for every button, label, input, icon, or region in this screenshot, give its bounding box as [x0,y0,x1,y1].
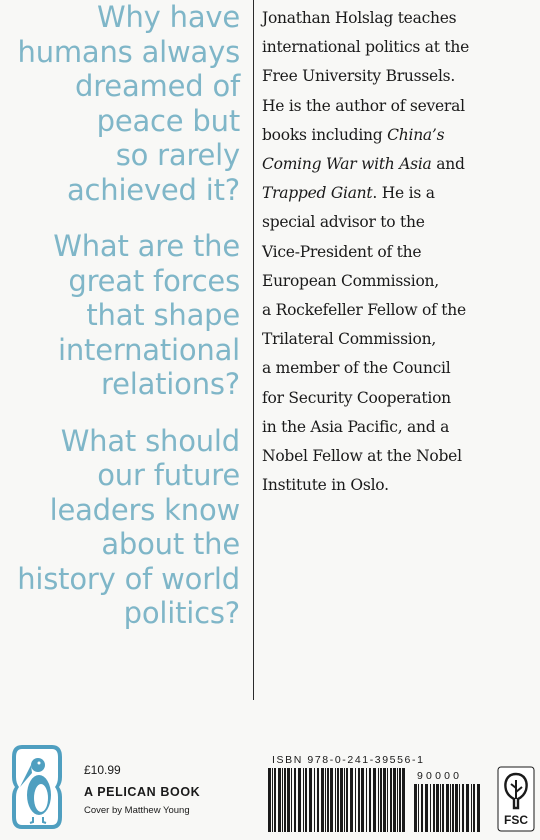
question-line: achieved it? [66,172,240,207]
bio-line [262,33,534,62]
cover-credit: Cover by Matthew Young [84,805,190,816]
bio-text: in the Asia Pacific, and a [262,417,450,436]
question-line: What should [60,423,240,458]
questions-column [0,0,240,631]
question-line: that shape [86,298,240,332]
price: £10.99 [84,763,121,777]
book-title: Trapped Giant [262,184,373,203]
question-line: great forces [68,263,240,298]
bio-text: . He is a [372,184,435,203]
question-line: peace but [96,103,240,138]
column-divider [253,0,254,700]
bio-text: for Security Cooperation [262,388,451,407]
bio-line [262,62,534,91]
pelican-logo-icon [10,743,64,831]
question-line: relations? [100,367,240,401]
question-line: leaders know [49,492,240,527]
book-title: Coming War with Asia [262,155,432,174]
bio-text: Trilateral Commission, [262,330,436,349]
bio-line [262,238,534,267]
bio-line [262,471,534,500]
question-line: politics? [123,596,240,630]
bio-text: special advisor to the [262,213,425,232]
addon-barcode-icon [414,784,482,832]
question-line: Why have [97,0,240,34]
bio-text: Vice-President of the [262,242,422,261]
barcode-icon [268,768,406,832]
bio-text: Free University Brussels. [262,67,456,86]
bio-text: a Rockefeller Fellow of the [262,301,466,320]
question-2 [0,229,240,402]
fsc-logo-icon [497,766,535,832]
bio-line [262,4,534,33]
question-line: our future [97,458,240,492]
bio-line [262,121,534,150]
bio-line [262,150,534,179]
bio-line [262,296,534,325]
question-line: international [58,332,240,367]
bio-line [262,354,534,383]
bio-text: He is the author of several [262,96,465,115]
bio-line [262,92,534,121]
svg-text:FSC: FSC [504,813,528,827]
question-3 [0,424,240,631]
question-line: humans always [17,34,240,69]
bio-line [262,442,534,471]
question-line: about the [101,527,240,561]
imprint: A PELICAN BOOK [84,785,201,799]
bio-text: European Commission, [262,271,439,290]
question-line: so rarely [115,138,240,172]
question-line: history of world [17,561,240,596]
bio-text: Jonathan Holslag teaches [262,9,457,27]
author-bio [262,4,534,500]
bio-text: books including [262,125,388,144]
addon-code: 90000 [417,770,463,782]
question-1 [0,0,240,207]
bio-line [262,267,534,296]
question-line: What are the [53,229,240,263]
bio-text: Nobel Fellow at the Nobel [262,447,462,466]
bio-line [262,325,534,354]
bio-text: a member of the Council [262,359,451,378]
bio-line [262,413,534,442]
bio-text: Institute in Oslo. [262,476,389,495]
bio-text: and [431,155,465,174]
bio-line [262,208,534,237]
book-title: China’s [387,125,445,144]
bio-line [262,179,534,208]
question-line: dreamed of [75,69,240,103]
bio-text: international politics at the [262,38,470,57]
book-meta [84,762,200,818]
bio-line [262,384,534,413]
isbn-label: ISBN 978-0-241-39556-1 [272,754,425,766]
